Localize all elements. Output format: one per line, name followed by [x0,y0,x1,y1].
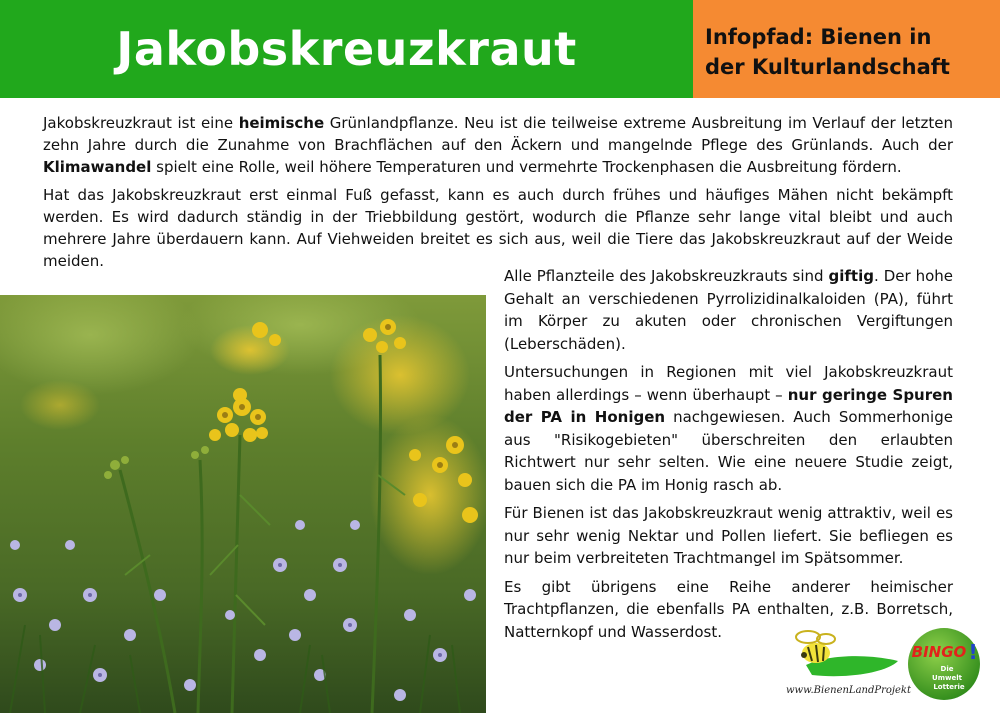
intro-paragraph-2: Hat das Jakobskreuzkraut erst einmal Fuß gefasst, kann es auch durch frühes und häufiges Mähen nicht bekämpft werden. Es wird dadurch ständig in der Triebbildung gestört, wodurch die Pflanze sehr lange vital bleibt und auch mehrere Jahre überdauern kann. Auf Viehweiden breitet es sich aus, weil die Tiere das Jakobskreuzkraut auf der Weide meiden. [43,186,953,270]
bingo-umweltlotterie-logo [905,625,983,703]
emphasis-pa-spuren: nur geringe Spuren der PA in Honigen [504,385,953,426]
right-paragraph-2 [504,361,953,496]
right-paragraph-4: Es gibt übrigens eine Reihe anderer heimischer Trachtpflanzen, die ebenfalls PA enthalten, z.B. Borretsch, Natternkopf und Wasserdost. [504,577,953,641]
ragwort-meadow-photo [0,295,486,713]
bingo-wordmark: BINGO [911,643,967,661]
subtitle-line-1: Infopfad: Bienen in [705,25,932,49]
bienenlandprojekt-logo [786,625,912,705]
text-span: . Der hohe Gehalt an verschiedenen Pyrrolizidinalkaloiden (PA), führt im Körper zu akuten oder chronischen Vergiftungen (Leberschäden). [504,267,953,353]
text-span: Jakobskreuzkraut ist eine [43,114,239,132]
text-span: Untersuchungen in Regionen mit viel Jakobskreuzkraut haben allerdings – wenn überhaupt – [504,363,953,404]
intro-text [43,112,953,278]
bingo-sub-2: Umwelt [932,674,962,682]
right-paragraph-1 [504,265,953,355]
bee-icon [786,625,904,685]
text-span: spielt eine Rolle, weil höhere Temperaturen und vermehrte Trockenphasen die Ausbreitung fördern. [151,158,902,176]
text-span: nachgewiesen. Auch Sommerhonige aus "Risikogebieten" überschreiten den erlaubten Richtwert nur sehr selten. Wie eine neuere Studie zeigt, bauen sich die PA im Honig rasch ab. [504,408,953,494]
svg-text:!: ! [968,640,978,664]
text-span: Alle Pflanzteile des Jakobskreuzkrauts sind [504,267,829,285]
text-span: Grünlandpflanze. Neu ist die teilweise extreme Ausbreitung im Verlauf der letzten zehn Jahre durch die Zunahme von Brachflächen auf den Äckern und mangelnde Pflege des Grünlands. Auch der [43,114,953,154]
subtitle-line-2: der Kulturlandschaft [705,55,950,79]
bingo-sub-3: Lotterie [933,683,965,691]
emphasis-klimawandel: Klimawandel [43,158,152,176]
title-banner [0,0,693,98]
emphasis-heimische: heimische [238,114,325,132]
bingo-sub-1: Die [940,665,954,673]
subtitle-banner [693,0,1000,98]
bienenlandprojekt-url: www.BienenLandProjekt [786,685,912,696]
intro-paragraph-1 [43,112,953,178]
right-paragraph-3: Für Bienen ist das Jakobskreuzkraut wenig attraktiv, weil es nur sehr wenig Nektar und Pollen liefert. Sie befliegen es nur beim verbreiteten Trachtmangel im Spätsommer. [504,504,953,567]
right-text [504,265,953,649]
emphasis-giftig: giftig [828,267,874,285]
page-title: Jakobskreuzkraut [116,22,577,76]
